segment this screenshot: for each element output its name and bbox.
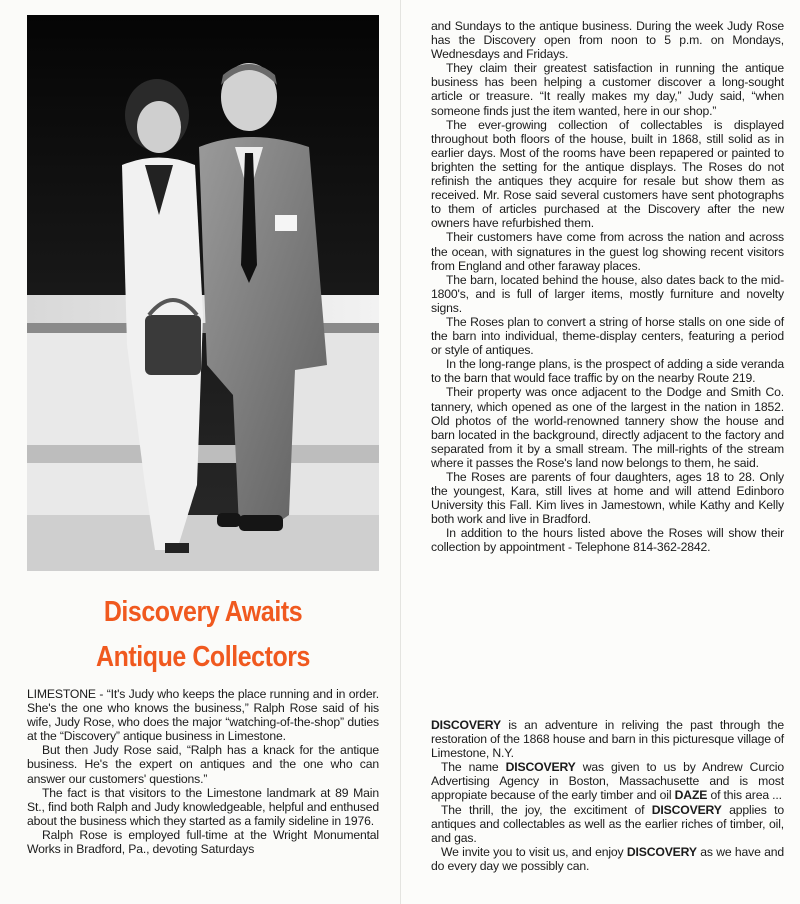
article-paragraph: They claim their greatest satisfaction in running the antique business has been helping a customer discover a long-sought article or treasure. “It really makes my day,” Judy said, “when someone finds just the item wanted, here in our shop.” <box>431 61 784 118</box>
promo-text: is an adventure in reliving the past through the restoration of the 1868 house and barn in this picturesque village of Limestone, N.Y. <box>431 718 784 761</box>
article-column-left <box>27 687 379 856</box>
article-paragraph: and Sundays to the antique business. During the week Judy Rose has the Discovery open from noon to 5 p.m. on Mondays, Wednesdays and Fridays. <box>431 19 784 62</box>
article-paragraph: But then Judy Rose said, “Ralph has a knack for the antique business. He's the expert on antiques and the one who can answer our customers' questions.” <box>27 743 379 786</box>
promo-text: The name <box>441 760 506 775</box>
article-paragraph: Ralph Rose is employed full-time at the Wright Monumental Works in Bradford, Pa., devoting Saturdays <box>27 827 379 857</box>
right-page <box>400 0 800 904</box>
article-column-right <box>431 19 784 555</box>
promo-paragraph <box>431 845 784 873</box>
promo-paragraph <box>431 760 784 802</box>
promo-text: of this area ... <box>707 788 782 803</box>
promo-text: The thrill, the joy, the excitiment of <box>441 802 652 817</box>
brand-word: DISCOVERY <box>651 802 722 817</box>
promo-paragraph <box>431 803 784 845</box>
article-paragraph: Their property was once adjacent to the Dodge and Smith Co. tannery, which opened as one of the largest in the nation in 1852. Old photos of the world-renowned tannery show the house and barn located in the background, directly adjacent to the factory and separated from it by a small stream. The mill-rights of the stream where it passes the Rose's land now belongs to them, he said. <box>431 385 784 470</box>
article-paragraph: The ever-growing collection of collectables is displayed throughout both floors of the house, built in 1868, still solid as in earlier days. Most of the rooms have been repapered or painted to brighten the setting for the antique displays. The Roses do not refinish the antiques they acquire for resale but show them as received. Mr. Rose said several customers have sent photographs to them of articles purchased at the Discovery after the new owners have refurbished them. <box>431 117 784 231</box>
promo-text: We invite you to visit us, and enjoy <box>441 844 627 859</box>
promo-text: was given to us by Andrew Curcio Advertising Agency in Boston, Massachusette and is most appropiate because of the early timber and oil <box>431 760 784 803</box>
brand-word: DAZE <box>674 788 708 803</box>
promo-block <box>431 718 784 873</box>
promo-text: applies to antiques and collectables as well as the earlier riches of timber, oil, and gas. <box>431 802 784 845</box>
article-paragraph: Their customers have come from across the nation and across the ocean, with signatures in the guest log showing recent visitors from England and other faraway places. <box>431 230 784 273</box>
couple-photo-image <box>27 15 379 571</box>
promo-text: as we have and do every day we possibly can. <box>431 844 784 873</box>
article-paragraph: LIMESTONE - “It's Judy who keeps the place running and in order. She's the one who knows the business,” Ralph Rose said of his wife, Judy Rose, who does the major “watching-of-the-shop” duties at the “Discovery” antique business in Limestone. <box>27 687 379 744</box>
article-paragraph: In the long-range plans, is the prospect of adding a side veranda to the barn that would face traffic by on the nearby Route 219. <box>431 357 784 386</box>
brand-word: DISCOVERY <box>505 760 576 775</box>
headline-line-1: Discovery Awaits <box>103 596 303 628</box>
brand-word: DISCOVERY <box>431 718 501 732</box>
headline-line-2: Antique Collectors <box>96 641 310 673</box>
article-paragraph: The Roses plan to convert a string of horse stalls on one side of the barn into individual, theme-display centers, featuring a period or style of antiques. <box>431 314 784 358</box>
promo-paragraph <box>431 718 784 760</box>
article-paragraph: The fact is that visitors to the Limestone landmark at 89 Main St., find both Ralph and Judy knowledgeable, helpful and enthused about the business which they started as a family sideline in 1976. <box>27 785 379 828</box>
brand-word: DISCOVERY <box>626 844 697 859</box>
couple-photo <box>27 15 379 571</box>
article-paragraph: The Roses are parents of four daughters, ages 18 to 28. Only the youngest, Kara, still lives at home and will attend Edinboro University this Fall. Kim lives in Jamestown, while Kathy and Kelly both work and live in Bradford. <box>431 470 784 527</box>
article-paragraph: The barn, located behind the house, also dates back to the mid-1800's, and is full of larger items, mostly furniture and novelty signs. <box>431 272 784 315</box>
article-paragraph: In addition to the hours listed above the Roses will show their collection by appointment - Telephone 814-362-2842. <box>431 526 784 555</box>
